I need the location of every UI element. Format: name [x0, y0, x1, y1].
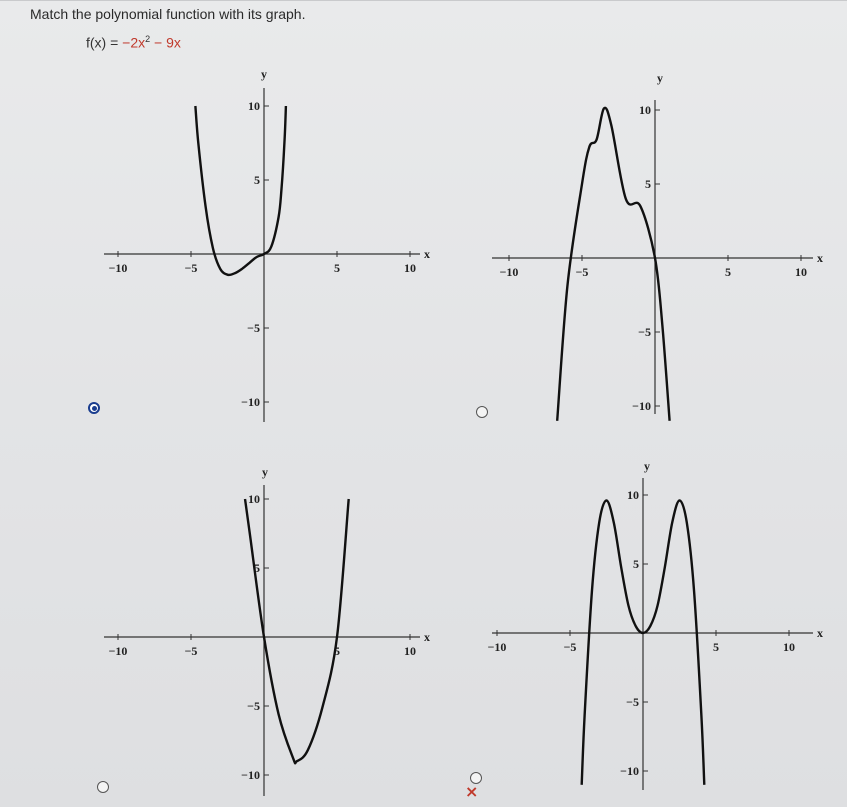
bottom-left-xlabel: x [424, 630, 430, 644]
top-left-ytick-label: −10 [241, 395, 260, 409]
radio-option-b[interactable] [476, 406, 488, 418]
bottom-right-xlabel: x [817, 626, 823, 640]
function-exponent: 2 [145, 34, 151, 44]
bottom-left-ylabel: y [262, 465, 268, 479]
top-left-xtick-label: 5 [334, 261, 340, 275]
bottom-left-xtick-label: 10 [404, 644, 416, 658]
top-left-curve [195, 106, 286, 275]
top-right-ytick-label: −5 [638, 325, 651, 339]
top-right-xtick-label: −5 [575, 265, 589, 279]
bottom-right-xtick-label: 10 [783, 640, 795, 654]
top-right-xlabel: x [817, 251, 823, 265]
function-lhs: f(x) = [86, 34, 123, 51]
top-left-xlabel: x [424, 247, 430, 261]
bottom-right-ytick-label: −5 [626, 695, 639, 709]
bottom-left-ytick-label: 5 [254, 561, 260, 575]
bottom-left-curve [245, 499, 349, 763]
bottom-right-ylabel: y [644, 459, 650, 473]
top-left-xtick-label: 10 [404, 261, 416, 275]
bottom-right-xtick-label: −10 [487, 640, 507, 654]
top-left-ytick-label: 5 [254, 173, 260, 187]
top-right-ytick-label: −10 [632, 399, 651, 413]
function-term1: −2x [122, 34, 146, 51]
question-prompt: Match the polynomial function with its graph. [30, 6, 306, 22]
top-left-xtick-label: −5 [184, 261, 198, 275]
bottom-right-xtick-label: 5 [713, 640, 719, 654]
bottom-right-ytick-label: 5 [633, 557, 639, 571]
bottom-left-ytick-label: −5 [247, 699, 260, 713]
top-right-xtick-label: −10 [499, 265, 519, 279]
bottom-right-ytick-label: −10 [620, 764, 639, 778]
bottom-left-xtick-label: −10 [108, 644, 128, 658]
top-right-xtick-label: 10 [795, 265, 807, 279]
function-term2: − 9x [150, 34, 181, 51]
top-left-xtick-label: −10 [108, 261, 128, 275]
top-left-ytick-label: −5 [247, 321, 260, 335]
top-left-ytick-label: 10 [248, 99, 260, 113]
bottom-left-ytick-label: −10 [241, 768, 260, 782]
bottom-right-xtick-label: −5 [563, 640, 577, 654]
incorrect-mark-icon: × [465, 782, 479, 801]
top-right-ylabel: y [657, 71, 663, 85]
top-left-ylabel: y [261, 67, 267, 81]
top-right-ytick-label: 10 [639, 103, 651, 117]
bottom-left-ytick-label: 10 [248, 492, 260, 506]
bottom-left-xtick-label: −5 [184, 644, 198, 658]
top-right-xtick-label: 5 [725, 265, 731, 279]
radio-option-a[interactable] [88, 402, 100, 414]
bottom-right-ytick-label: 10 [627, 488, 639, 502]
radio-option-c[interactable] [97, 781, 109, 793]
top-right-ytick-label: 5 [645, 177, 651, 191]
top-right-curve [557, 108, 669, 421]
bottom-left-xtick-label: 5 [334, 644, 340, 658]
